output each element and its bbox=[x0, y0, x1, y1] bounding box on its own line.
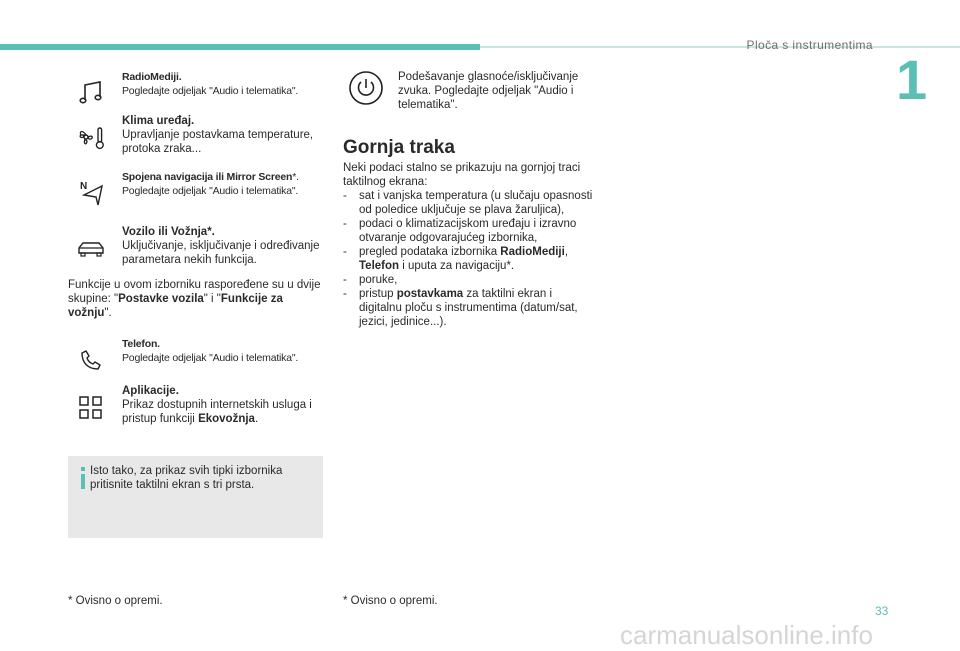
phone-icon bbox=[76, 345, 106, 375]
apps-grid-icon bbox=[76, 393, 106, 423]
intro-text: Neki podaci stalno se prikazuju na gornjoj traci taktilnog ekrana: bbox=[343, 162, 581, 188]
watermark: carmanualsonline.info bbox=[620, 620, 873, 650]
aplikacije-description: Aplikacije. Prikaz dostupnih internetskih usluga i pristup funkciji Ekovožnja. bbox=[122, 385, 312, 425]
chapter-number: 1 bbox=[896, 48, 928, 111]
header-accent-bar bbox=[0, 44, 480, 50]
footnote-left: * Ovisno o opremi. bbox=[68, 595, 163, 607]
info-icon bbox=[78, 466, 88, 490]
list-item: - poruke, bbox=[343, 274, 398, 286]
power-icon bbox=[348, 70, 384, 106]
list-item: - podaci o klimatizacijskom uređaju i izravno otvaranje odgovarajućeg izbornika, bbox=[343, 218, 577, 244]
list-item: - sat i vanjska temperatura (u slučaju opasnosti od poledice uključuje se plava žaruljica), bbox=[343, 190, 593, 216]
vozilo-description: Vozilo ili Vožnja*. Uključivanje, isključivanje i određivanje parametara nekih funkcija. bbox=[122, 226, 320, 266]
header-divider bbox=[480, 46, 960, 48]
gornja-traka-body bbox=[343, 161, 598, 329]
list-item: - pristup postavkama za taktilni ekran i digitalnu ploču s instrumentima (datum/sat, jezici, jedinice...). bbox=[343, 288, 578, 328]
info-box bbox=[68, 456, 323, 538]
functions-paragraph: Funkcije u ovom izborniku raspoređene su u dvije skupine: "Postavke vozila" i "Funkcije za vožnju". bbox=[68, 279, 321, 319]
info-text: Isto tako, za prikaz svih tipki izbornika pritisnite taktilni ekran s tri prsta. bbox=[90, 465, 283, 491]
list-item: - pregled podataka izbornika RadioMediji, Telefon i uputa za navigaciju*. bbox=[343, 246, 569, 272]
klima-description: Klima uređaj. Upravljanje postavkama temperature, protoka zraka... bbox=[122, 115, 314, 155]
navigation-arrow-icon bbox=[76, 178, 106, 208]
telefon-description: Telefon. Pogledajte odjeljak "Audio i telematika". bbox=[122, 338, 299, 364]
climate-fan-icon bbox=[76, 123, 106, 153]
page-number: 33 bbox=[875, 604, 889, 618]
car-icon bbox=[76, 233, 106, 263]
navigacija-description: Spojena navigacija ili Mirror Screen*. Pogledajte odjeljak "Audio i telematika". bbox=[122, 171, 299, 197]
music-note-icon bbox=[76, 78, 106, 108]
svg-text:N: N bbox=[80, 181, 88, 192]
footnote-right: * Ovisno o opremi. bbox=[343, 595, 438, 607]
radiomediji-description: RadioMediji. Pogledajte odjeljak "Audio i telematika". bbox=[122, 71, 299, 97]
gornja-traka-heading: Gornja traka bbox=[343, 137, 455, 158]
power-description: Podešavanje glasnoće/isključivanje zvuka. Pogledajte odjeljak "Audio i telematika". bbox=[398, 71, 579, 111]
section-title: Ploča s instrumentima bbox=[746, 38, 873, 52]
